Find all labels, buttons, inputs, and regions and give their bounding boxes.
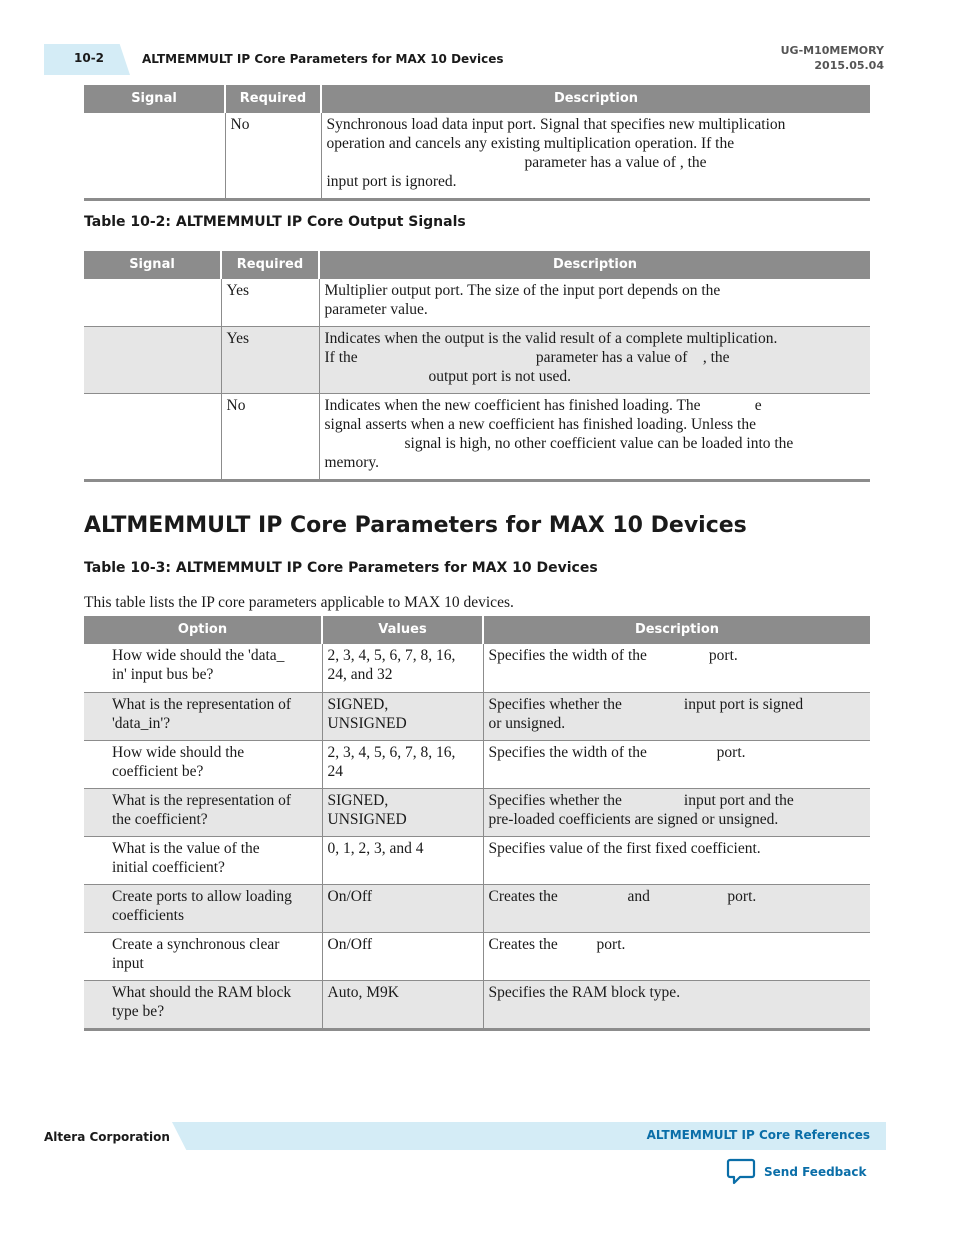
header-doc-info — [781, 43, 884, 73]
column-header-signal: Signal — [84, 85, 225, 112]
table-row — [84, 326, 870, 393]
option-cell: How wide should the coefficient be? — [84, 740, 322, 788]
values-cell: Auto, M9K — [322, 980, 483, 1029]
feedback-bubble-icon — [726, 1158, 756, 1186]
footer-company: Altera Corporation — [44, 1130, 170, 1144]
table-row — [84, 836, 870, 884]
option-cell: How wide should the 'data_ in' input bus be? — [84, 643, 322, 692]
values-cell: 2, 3, 4, 5, 6, 7, 8, 16, 24 — [322, 740, 483, 788]
signal-cell — [84, 393, 221, 480]
table-row — [84, 884, 870, 932]
description-cell: Specifies whether the input port and the pre-loaded coefficients are signed or unsigned. — [483, 788, 870, 836]
description-cell: Specifies whether the input port is signed or unsigned. — [483, 692, 870, 740]
description-cell: Creates the and port. — [483, 884, 870, 932]
table-row — [84, 643, 870, 692]
values-cell: On/Off — [322, 884, 483, 932]
table-row — [84, 393, 870, 480]
parameters-table — [84, 616, 870, 1031]
description-cell: Synchronous load data input port. Signal that specifies new multiplication operation and cancels any existing multiplication operation. If the parameter has a value of , the input port is ignored. — [321, 112, 870, 199]
required-cell: No — [221, 393, 319, 480]
table-row — [84, 692, 870, 740]
input-signals-table-continued — [84, 85, 870, 201]
output-signals-table — [84, 251, 870, 482]
table-row — [84, 112, 870, 199]
table-caption: Table 10-2: ALTMEMMULT IP Core Output Signals — [84, 214, 466, 230]
table-caption: Table 10-3: ALTMEMMULT IP Core Parameters for MAX 10 Devices — [84, 560, 598, 576]
column-header-option: Option — [84, 616, 322, 643]
table-row — [84, 932, 870, 980]
send-feedback-label: Send Feedback — [764, 1165, 867, 1179]
table-row — [84, 740, 870, 788]
option-cell: What should the RAM block type be? — [84, 980, 322, 1029]
column-header-values: Values — [322, 616, 483, 643]
doc-date: 2015.05.04 — [814, 59, 884, 72]
description-cell: Specifies value of the first fixed coefficient. — [483, 836, 870, 884]
table-row — [84, 980, 870, 1029]
option-cell: What is the representation of the coefficient? — [84, 788, 322, 836]
footer-reference-link[interactable]: ALTMEMMULT IP Core References — [646, 1128, 870, 1142]
values-cell: 2, 3, 4, 5, 6, 7, 8, 16, 24, and 32 — [322, 643, 483, 692]
column-header-required: Required — [225, 85, 321, 112]
column-header-required: Required — [221, 251, 319, 278]
doc-id: UG-M10MEMORY — [780, 44, 884, 57]
header-title: ALTMEMMULT IP Core Parameters for MAX 10 Devices — [142, 52, 504, 66]
option-cell: What is the representation of 'data_in'? — [84, 692, 322, 740]
description-cell: Indicates when the output is the valid result of a complete multiplication. If the parameter has a value of , the output port is not used. — [319, 326, 870, 393]
values-cell: SIGNED, UNSIGNED — [322, 788, 483, 836]
column-header-description: Description — [319, 251, 870, 278]
required-cell: Yes — [221, 278, 319, 326]
column-header-description: Description — [483, 616, 870, 643]
values-cell: 0, 1, 2, 3, and 4 — [322, 836, 483, 884]
description-cell: Specifies the RAM block type. — [483, 980, 870, 1029]
signal-cell — [84, 326, 221, 393]
intro-text: This table lists the IP core parameters applicable to MAX 10 devices. — [84, 594, 514, 611]
send-feedback-link[interactable] — [726, 1158, 866, 1186]
required-cell: Yes — [221, 326, 319, 393]
description-cell: Indicates when the new coefficient has finished loading. The e signal asserts when a new coefficient has finished loading. Unless the signal is high, no other coefficient value can be loaded into the memory. — [319, 393, 870, 480]
table-row — [84, 278, 870, 326]
description-cell: Specifies the width of the port. — [483, 643, 870, 692]
values-cell: SIGNED, UNSIGNED — [322, 692, 483, 740]
signal-cell — [84, 278, 221, 326]
description-cell: Specifies the width of the port. — [483, 740, 870, 788]
page-number: 10-2 — [74, 51, 105, 65]
option-cell: Create a synchronous clear input — [84, 932, 322, 980]
option-cell: Create ports to allow loading coefficients — [84, 884, 322, 932]
description-cell: Creates the port. — [483, 932, 870, 980]
description-cell: Multiplier output port. The size of the input port depends on the parameter value. — [319, 278, 870, 326]
option-cell: What is the value of the initial coefficient? — [84, 836, 322, 884]
section-heading: ALTMEMMULT IP Core Parameters for MAX 10 Devices — [84, 513, 747, 538]
signal-cell — [84, 112, 225, 199]
required-cell: No — [225, 112, 321, 199]
column-header-description: Description — [321, 85, 870, 112]
table-row — [84, 788, 870, 836]
values-cell: On/Off — [322, 932, 483, 980]
column-header-signal: Signal — [84, 251, 221, 278]
